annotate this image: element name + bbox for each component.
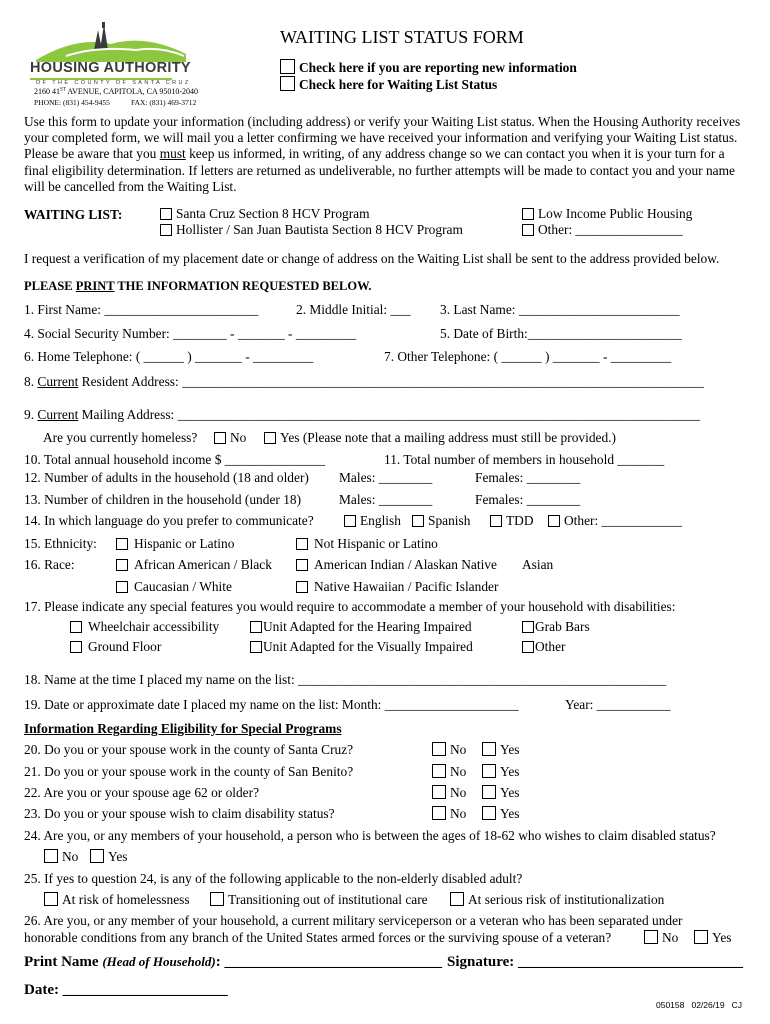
logo-phone: PHONE: (831) 454-9455 (34, 98, 110, 107)
q20-yes-label: Yes (500, 742, 520, 757)
head-of-household-label: (Head of Household) (102, 954, 216, 969)
intro-paragraph (24, 114, 748, 195)
adult-males-field[interactable]: Males: ________ (339, 470, 433, 485)
homeless-yes-checkbox[interactable] (264, 432, 276, 444)
name-at-placement-field[interactable]: 18. Name at the time I placed my name on the list: _______________________________________________________ (24, 672, 667, 687)
placement-year-field[interactable]: Year: ___________ (565, 697, 671, 712)
logo-fax: FAX: (831) 469-3712 (131, 98, 197, 107)
eth-not-hispanic-checkbox[interactable] (296, 538, 308, 550)
middle-initial-field[interactable]: 2. Middle Initial: ___ (296, 302, 411, 317)
intro-must: must (159, 146, 186, 162)
lang-spanish-label: Spanish (428, 513, 471, 528)
check-new-info-checkbox[interactable] (280, 59, 295, 74)
public-housing-checkbox[interactable] (522, 208, 534, 220)
race-caucasian-option (116, 579, 232, 595)
q25-institutional-label: Transitioning out of institutional care (228, 892, 428, 907)
q20-yes-checkbox[interactable] (482, 742, 496, 756)
q24-no-label: No (62, 849, 79, 864)
race-ai-checkbox[interactable] (296, 559, 308, 571)
q24-no-checkbox[interactable] (44, 849, 58, 863)
q21-yes-option (482, 764, 519, 780)
form-date: 02/26/19 (691, 1000, 725, 1010)
feat-other-option (522, 639, 566, 655)
feat-hearing-option (250, 619, 472, 635)
q24-yes-label: Yes (108, 849, 128, 864)
q26-yes-label: Yes (712, 930, 732, 945)
eth-hispanic-option (116, 536, 234, 552)
lang-spanish-checkbox[interactable] (412, 515, 424, 527)
q23-yes-checkbox[interactable] (482, 806, 496, 820)
date-field[interactable]: Date: ______________________ (24, 982, 228, 998)
feat-ground-label: Ground Floor (88, 639, 162, 654)
request-text: I request a verification of my placement date or change of address on the Waiting List shall be sent to the address provided below. (24, 251, 720, 266)
address-suffix: ST (60, 87, 66, 93)
mailing-address-field[interactable] (24, 407, 700, 423)
feat-grab-checkbox[interactable] (522, 621, 534, 633)
q26-no-checkbox[interactable] (644, 930, 658, 944)
hollister-hcv-checkbox[interactable] (160, 224, 172, 236)
print-header-print: PRINT (75, 279, 115, 293)
special-features-label: 17. Please indicate any special features you would require to accommodate a member of your household with disabilities: (24, 599, 676, 614)
footer-code (656, 1000, 742, 1010)
print-name-field[interactable] (24, 954, 442, 971)
form-code: 050158 (656, 1000, 685, 1010)
check-new-info-label: Check here if you are reporting new information (299, 60, 577, 75)
intro-text-1: Use this form to update your information (including address) or verify your Waiting List status. When the Housing Authority receives your completed form, we will mail you a letter confirming we have received your information and verifying your Waiting List status. Please be aware that you (24, 114, 741, 162)
mailing-address-num: 9. (24, 407, 38, 422)
feat-visual-checkbox[interactable] (250, 641, 262, 653)
address-rest: AVENUE, CAPITOLA, CA 95010-2040 (65, 87, 198, 96)
resident-address-field[interactable] (24, 374, 704, 390)
race-ai-label: American Indian / Alaskan Native (314, 557, 497, 572)
ssn-field[interactable]: 4. Social Security Number: ________ - _______ - _________ (24, 326, 357, 341)
lang-english-option (344, 513, 401, 529)
waiting-list-opt3 (522, 206, 692, 222)
check-status-checkbox[interactable] (280, 76, 295, 91)
household-members-field[interactable]: 11. Total number of members in household _______ (384, 452, 665, 467)
resident-address-num: 8. (24, 374, 38, 389)
waiting-list-other-label[interactable]: Other: ________________ (538, 222, 683, 237)
race-nh-option (296, 579, 498, 595)
race-aa-label: African American / Black (134, 557, 272, 572)
q25-label: 25. If yes to question 24, is any of the following applicable to the non-elderly disabled adult? (24, 871, 523, 886)
santa-cruz-hcv-label: Santa Cruz Section 8 HCV Program (176, 206, 370, 221)
home-phone-field[interactable]: 6. Home Telephone: ( ______ ) _______ - _________ (24, 349, 314, 364)
q23-no-checkbox[interactable] (432, 806, 446, 820)
race-caucasian-label: Caucasian / White (134, 579, 232, 594)
q25-risk-checkbox[interactable] (450, 892, 464, 906)
public-housing-label: Low Income Public Housing (538, 206, 693, 221)
print-header-pre: PLEASE (24, 279, 76, 293)
q26-line2: honorable conditions from any branch of the United States armed forces or the surviving spouse of a veteran? (24, 930, 612, 945)
lang-other-checkbox[interactable] (548, 515, 560, 527)
print-name-line: : _____________________________ (215, 954, 442, 970)
mailing-address-current: Current (37, 407, 79, 422)
form-title: WAITING LIST STATUS FORM (280, 27, 524, 47)
dob-field[interactable]: 5. Date of Birth:_______________________ (440, 326, 682, 341)
q21-yes-checkbox[interactable] (482, 764, 496, 778)
lang-spanish-option (412, 513, 470, 529)
q25-a-option (44, 892, 190, 908)
q22-no-option (432, 785, 466, 801)
race-ai-option (296, 557, 497, 573)
form-initials: CJ (731, 1000, 743, 1010)
children-label: 13. Number of children in the household (under 18) (24, 492, 302, 507)
q25-b-option (210, 892, 428, 908)
eth-not-hispanic-option (296, 536, 438, 552)
feat-visual-option (250, 639, 473, 655)
q23-yes-option (482, 806, 519, 822)
lang-english-checkbox[interactable] (344, 515, 356, 527)
q25-institutional-checkbox[interactable] (210, 892, 224, 906)
q24-yes-checkbox[interactable] (90, 849, 104, 863)
hollister-hcv-label: Hollister / San Juan Bautista Section 8 HCV Program (176, 222, 463, 237)
q25-homelessness-label: At risk of homelessness (62, 892, 190, 907)
q23-label: 23. Do you or your spouse wish to claim disability status? (24, 806, 335, 821)
q26-line1: 26. Are you, or any member of your household, a current military serviceperson or a veteran who has been separated under (24, 913, 683, 928)
q20-label: 20. Do you or your spouse work in the county of Santa Cruz? (24, 742, 354, 757)
language-label: 14. In which language do you prefer to communicate? (24, 513, 314, 528)
print-name-label: Print Name (24, 954, 99, 970)
feat-wheelchair-label: Wheelchair accessibility (88, 619, 220, 634)
q23-no-option (432, 806, 466, 822)
race-nh-checkbox[interactable] (296, 581, 308, 593)
feat-wheelchair-checkbox[interactable] (70, 621, 82, 633)
lang-other-label[interactable]: Other: ____________ (564, 513, 682, 528)
q26-no-label: No (662, 930, 679, 945)
feat-other-checkbox[interactable] (522, 641, 534, 653)
q25-c-option (450, 892, 664, 908)
resident-address-current: Current (37, 374, 79, 389)
q22-no-checkbox[interactable] (432, 785, 446, 799)
q26-yes-checkbox[interactable] (694, 930, 708, 944)
homeless-question: Are you currently homeless? (43, 430, 198, 445)
q26-no-option (644, 930, 678, 946)
check-new-info-row (280, 59, 577, 76)
feat-visual-label: Unit Adapted for the Visually Impaired (263, 639, 473, 654)
q21-no-option (432, 764, 466, 780)
first-name-field[interactable]: 1. First Name: _______________________ (24, 302, 259, 317)
q20-no-option (432, 742, 466, 758)
feat-hearing-checkbox[interactable] (250, 621, 262, 633)
print-header-post: THE INFORMATION REQUESTED BELOW. (114, 279, 372, 293)
race-aa-checkbox[interactable] (116, 559, 128, 571)
q24-no-option (44, 849, 78, 865)
q22-yes-label: Yes (500, 785, 520, 800)
income-field[interactable]: 10. Total annual household income $ _______________ (24, 452, 326, 467)
race-asian-label: Asian (522, 557, 554, 572)
eligibility-heading: Information Regarding Eligibility for Special Programs (24, 721, 342, 736)
homeless-no-label: No (230, 430, 247, 445)
logo-address (34, 87, 198, 96)
q23-yes-label: Yes (500, 806, 520, 821)
race-aa-option (116, 557, 272, 573)
q20-no-checkbox[interactable] (432, 742, 446, 756)
homeless-yes-option (264, 430, 616, 446)
adult-females-field[interactable]: Females: ________ (475, 470, 581, 485)
race-nh-label: Native Hawaiian / Pacific Islander (314, 579, 499, 594)
q22-label: 22. Are you or your spouse age 62 or older? (24, 785, 260, 800)
santa-cruz-hcv-checkbox[interactable] (160, 208, 172, 220)
waiting-list-other-checkbox[interactable] (522, 224, 534, 236)
housing-authority-logo-graphic (36, 22, 186, 62)
lang-tdd-option (490, 513, 534, 529)
feat-grab-label: Grab Bars (535, 619, 590, 634)
feat-wheelchair-option (70, 619, 219, 635)
q25-homelessness-checkbox[interactable] (44, 892, 58, 906)
q23-no-label: No (450, 806, 467, 821)
q21-yes-label: Yes (500, 764, 520, 779)
feat-grab-option (522, 619, 590, 635)
homeless-no-checkbox[interactable] (214, 432, 226, 444)
lang-tdd-label: TDD (506, 513, 534, 528)
check-status-label: Check here for Waiting List Status (299, 77, 498, 92)
waiting-list-opt4 (522, 222, 683, 238)
signature-field[interactable]: Signature: ______________________________ (447, 954, 743, 970)
ethnicity-label: 15. Ethnicity: (24, 536, 97, 551)
q22-no-label: No (450, 785, 467, 800)
q26-yes-option (694, 930, 731, 946)
print-header (24, 279, 372, 294)
q21-no-label: No (450, 764, 467, 779)
homeless-no-option (214, 430, 246, 446)
lang-other-option (548, 513, 682, 529)
logo (30, 22, 210, 112)
race-caucasian-checkbox[interactable] (116, 581, 128, 593)
mailing-address-rest: Mailing Address: ______________________________________________________________________________ (78, 407, 700, 422)
q24-yes-option (90, 849, 127, 865)
eth-hispanic-label: Hispanic or Latino (134, 536, 235, 551)
child-males-field[interactable]: Males: ________ (339, 492, 433, 507)
race-label: 16. Race: (24, 557, 75, 572)
child-females-field[interactable]: Females: ________ (475, 492, 581, 507)
logo-tagline: OF THE COUNTY OF SANTA CRUZ (36, 80, 191, 86)
intro-text-2: keep us informed, in writing, of any address change so we can contact you when it is your turn for a final eligibility determination. If letters are returned as undeliverable, no further attempts will be made to contact you and your name will be cancelled from the Waiting List. (24, 146, 735, 194)
lang-tdd-checkbox[interactable] (490, 515, 502, 527)
feat-other-label: Other (535, 639, 566, 654)
q21-no-checkbox[interactable] (432, 764, 446, 778)
feat-hearing-label: Unit Adapted for the Hearing Impaired (263, 619, 472, 634)
last-name-field[interactable]: 3. Last Name: ________________________ (440, 302, 680, 317)
lang-english-label: English (360, 513, 401, 528)
eth-not-hispanic-label: Not Hispanic or Latino (314, 536, 438, 551)
waiting-list-opt2 (160, 222, 463, 238)
feat-ground-checkbox[interactable] (70, 641, 82, 653)
waiting-list-opt1 (160, 206, 370, 222)
q25-risk-label: At serious risk of institutionalization (468, 892, 665, 907)
q24-label: 24. Are you, or any members of your household, a person who is between the ages of 18-62 who wishes to claim disabled status? (24, 828, 716, 843)
q20-yes-option (482, 742, 519, 758)
resident-address-rest: Resident Address: ______________________________________________________________________________ (78, 374, 704, 389)
q21-label: 21. Do you or your spouse work in the county of San Benito? (24, 764, 354, 779)
adults-label: 12. Number of adults in the household (18 and older) (24, 470, 309, 485)
logo-brand: HOUSING AUTHORITY (30, 60, 191, 76)
feat-ground-option (70, 639, 161, 655)
placement-month-field[interactable]: 19. Date or approximate date I placed my name on the list: Month: ____________________ (24, 697, 519, 712)
other-phone-field[interactable]: 7. Other Telephone: ( ______ ) _______ - _________ (384, 349, 672, 364)
address-number: 2160 41 (34, 87, 60, 96)
q22-yes-option (482, 785, 519, 801)
waiting-list-label: WAITING LIST: (24, 207, 123, 222)
homeless-yes-label: Yes (Please note that a mailing address must still be provided.) (280, 430, 616, 445)
q20-no-label: No (450, 742, 467, 757)
q22-yes-checkbox[interactable] (482, 785, 496, 799)
check-status-row (280, 76, 497, 93)
eth-hispanic-checkbox[interactable] (116, 538, 128, 550)
